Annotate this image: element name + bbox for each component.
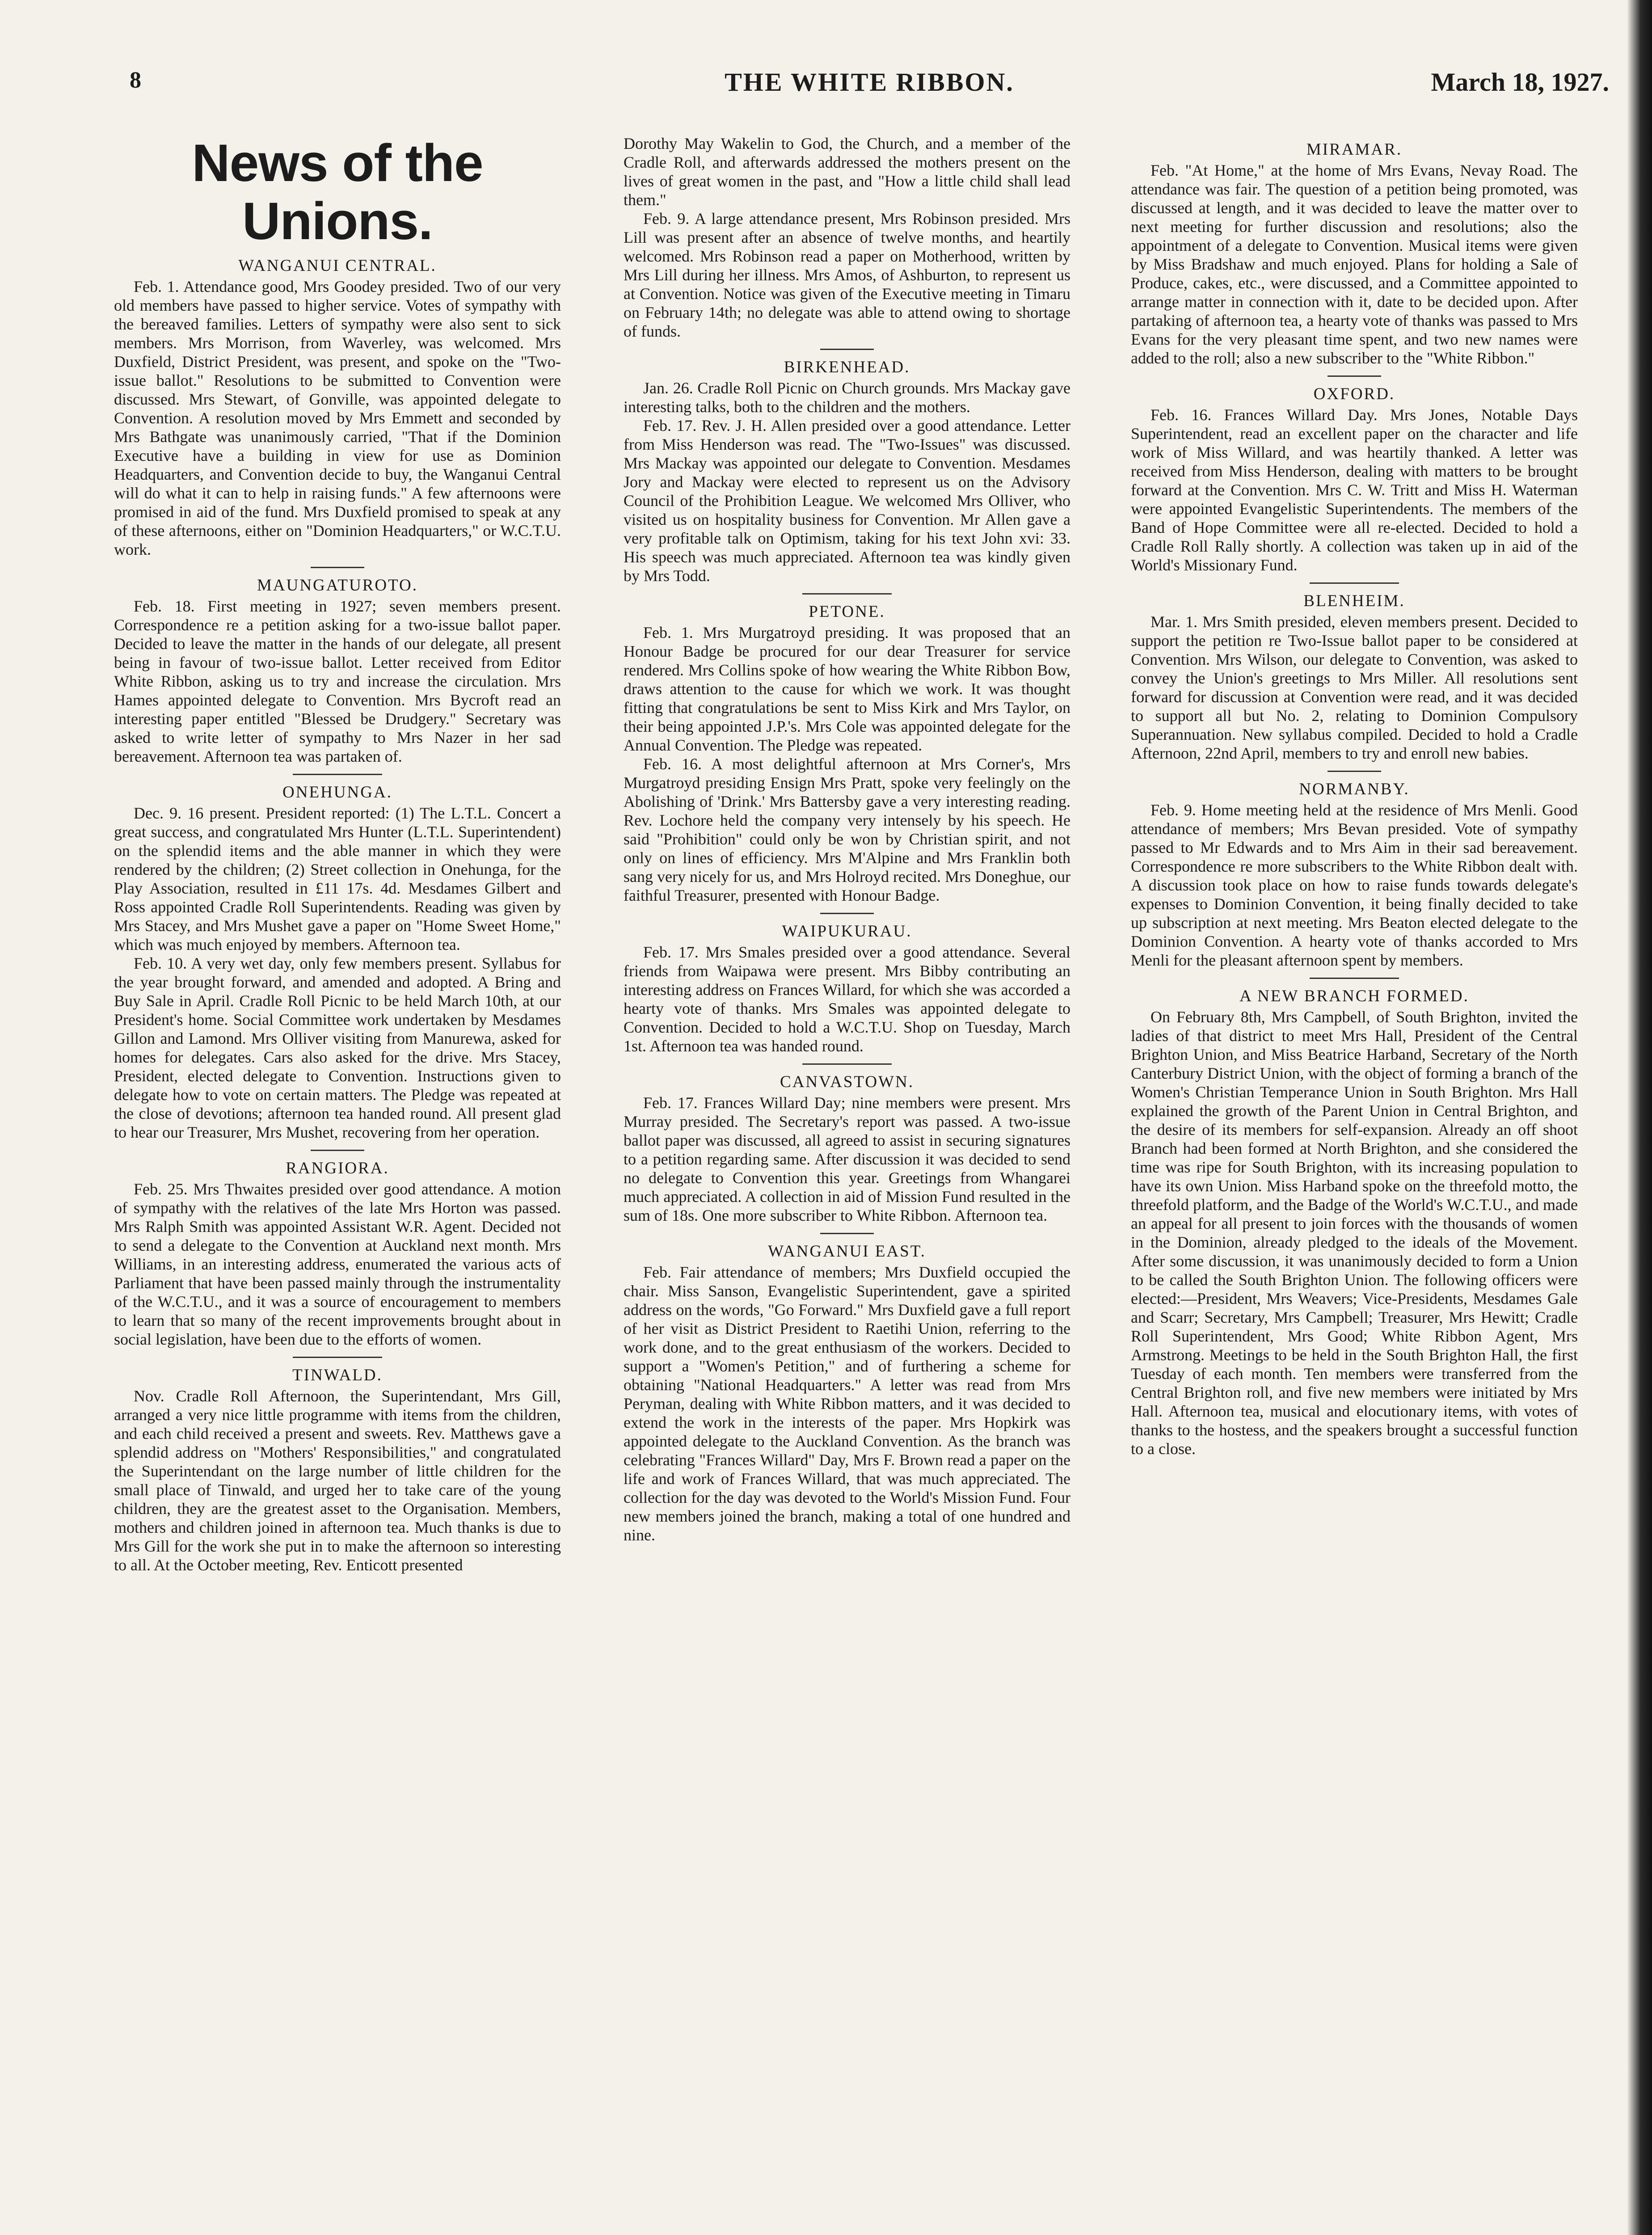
column-3 xyxy=(1131,134,1578,1458)
union-heading: OXFORD. xyxy=(1313,385,1395,403)
report-paragraph: Feb. Fair attendance of members; Mrs Duxfield occupied the chair. Miss Sanson, Evangelistic Superintendent, gave a spirited address on the words, "Go Forward." Mrs Duxfield gave a full report of her visit as District President to Raetihi Union, referring to the work done, and to the great enthusiasm of the workers. Decided to support a "Women's Petition," and of furthering a scheme for obtaining "National Headquarters." A letter was read from Mrs Peryman, dealing with White Ribbon matters, and it was decided to extend the work in the interests of the paper. Mrs Hopkirk was appointed delegate to the Auckland Convention. As the branch was celebrating "Frances Willard" Day, Mrs F. Brown read a paper on the life and work of Frances Willard, that was much appreciated. The collection for the day was devoted to the World's Mission Fund. Four new members joined the branch, making a total of one hundred and nine. xyxy=(624,1263,1070,1544)
report-paragraph: Feb. 17. Rev. J. H. Allen presided over a good attendance. Letter from Miss Henderson was read. The "Two-Issues" was discussed. Mrs Mackay was appointed our delegate to Convention. Mesdames Jory and Mackay were elected to represent us on the Advisory Council of the Prohibition League. We welcomed Mrs Olliver, who visited us on hospitality business for Convention. Mr Allen gave a very profitable talk on Optimism, taking for his text John xvi: 33. His speech was much appreciated. Afternoon tea was kindly given by Mrs Todd. xyxy=(624,417,1070,585)
report-paragraph: Feb. 1. Mrs Murgatroyd presiding. It was proposed that an Honour Badge be procured for our dear Treasurer for service rendered. Mrs Collins spoke of how wearing the White Ribbon Bow, draws attention to the cause for which we work. It was thought fitting that congratulations be sent to Miss Kirk and Mrs Taylor, on their being appointed J.P.'s. Mrs Cole was appointed delegate for the Annual Convention. The Pledge was repeated. xyxy=(624,624,1070,754)
union-heading: WAIPUKURAU. xyxy=(782,922,912,940)
union-report xyxy=(114,1150,561,1349)
union-report xyxy=(114,774,561,1142)
report-paragraph: Feb. 17. Frances Willard Day; nine members were present. Mrs Murray presided. The Secretary's report was passed. A two-issue ballot paper was discussed, all agreed to assist in securing signatures to a petition regarding same. After discussion it was decided to send no delegate to Convention this year. Greetings from Whangarei much appreciated. A collection in aid of Mission Fund resulted in the sum of 18s. One more subscriber to White Ribbon. Afternoon tea. xyxy=(624,1094,1070,1224)
report-paragraph: Dorothy May Wakelin to God, the Church, and a member of the Cradle Roll, and afterwards addressed the mothers present on the lives of great women in the past, and "How a little child shall lead them." xyxy=(624,135,1070,209)
union-report xyxy=(1131,140,1578,367)
union-heading: WANGANUI EAST. xyxy=(768,1242,926,1261)
union-report xyxy=(624,913,1070,1055)
report-paragraph: Feb. 18. First meeting in 1927; seven members present. Correspondence re a petition asking for a two-issue ballot paper. Decided to leave the matter in the hands of our delegate, all present being in favour of two-issue ballot. Letter received from Editor White Ribbon, asking us to try and increase the circulation. Mrs Hames appointed delegate to Convention. Mrs Bycroft read an interesting paper entitled "Blessed be Drudgery." Secretary was asked to write letter of sympathy to Mrs Nazer in her sad bereavement. Afternoon tea was partaken of. xyxy=(114,597,561,765)
report-paragraph: Feb. 9. A large attendance present, Mrs Robinson presided. Mrs Lill was present after an absence of twelve months, and heartily welcomed. Mrs Robinson read a paper on Motherhood, written by Mrs Lill during her illness. Mrs Amos, of Ashburton, to represent us at Convention. Notice was given of the Executive meeting in Timaru on February 14th; no delegate was able to attend owing to shortage of funds. xyxy=(624,210,1070,340)
union-report xyxy=(624,593,1070,905)
union-heading: BLENHEIM. xyxy=(1303,592,1405,610)
report-paragraph: Dec. 9. 16 present. President reported: (1) The L.T.L. Concert a great success, and congratulated Mrs Hunter (L.T.L. Superintendent) on the splendid items and the able manner in which they were rendered by the children; (2) Street collection in Onehunga, for the Play Association, resulted in £11 17s. 4d. Mesdames Gilbert and Ross appointed Cradle Roll Superintendents. Reading was given by Mrs Stacey, and Mrs Mushet gave a paper on "Home Sweet Home," which was much enjoyed by members. Afternoon tea. xyxy=(114,804,561,953)
union-report xyxy=(624,134,1070,341)
newspaper-title: THE WHITE RIBBON. xyxy=(725,67,1014,97)
union-report xyxy=(624,349,1070,585)
report-paragraph: Feb. 25. Mrs Thwaites presided over good attendance. A motion of sympathy with the relatives of the late Mrs Horton was passed. Mrs Ralph Smith was appointed Assistant W.R. Agent. Decided not to send a delegate to the Convention at Auckland next month. Mrs Williams, in an interesting address, enumerated the various acts of Parliament that have been passed mainly through the instrumentality of the W.C.T.U., and it was a source of encouragement to members to learn that so many of the recent improvements brought about in social legislation, have been due to the efforts of women. xyxy=(114,1180,561,1348)
report-paragraph: Feb. 9. Home meeting held at the residence of Mrs Menli. Good attendance of members; Mrs Bevan presided. Vote of sympathy passed to Mr Edwards and to Mrs Aim in their sad bereavement. Correspondence re more subscribers to the White Ribbon dealt with. A discussion took place on how to raise funds towards delegate's expenses to Dominion Convention, it being finally decided to take up subscription at next meeting. Mrs Beaton elected delegate to the Dominion Convention. A hearty vote of thanks accorded to Mrs Menli for the pleasant afternoon spent by members. xyxy=(1131,801,1578,969)
union-heading: RANGIORA. xyxy=(286,1159,389,1177)
report-paragraph: Feb. 16. Frances Willard Day. Mrs Jones, Notable Days Superintendent, read an excellent paper on the character and life work of Miss Willard, and was heartily thanked. A letter was received from Miss Henderson, dealing with matters to be brought forward at the Convention. Mrs C. W. Tritt and Miss H. Waterman were appointed Evangelistic Superintendents. The members of the Band of Hope Committee were all re-elected. Decided to hold a Cradle Roll Rally shortly. A collection was taken up in aid of the World's Missionary Fund. xyxy=(1131,406,1578,574)
report-paragraph: Feb. "At Home," at the home of Mrs Evans, Nevay Road. The attendance was fair. The question of a petition being promoted, was discussed at length, and it was decided to leave the matter over to next meeting for further discussion and resolutions; also the appointment of a delegate to Convention. Musical items were given by Miss Bradshaw and much enjoyed. Plans for holding a Sale of Produce, cakes, etc., were discussed, and a Committee appointed to arrange matter in connection with it, date to be decided upon. After partaking of afternoon tea, a hearty vote of thanks was passed to Mrs Evans for the very pleasant time spent, and two new names were added to the roll; also a new subscriber to the "White Ribbon." xyxy=(1131,161,1578,367)
union-report xyxy=(1131,582,1578,763)
union-report xyxy=(1131,771,1578,970)
section-divider xyxy=(820,349,874,350)
section-divider xyxy=(293,774,382,775)
report-paragraph: Feb. 10. A very wet day, only few members present. Syllabus for the year brought forward, and amended and adopted. A Bring and Buy Sale in April. Cradle Roll Picnic to be held March 10th, at our President's home. Social Committee work undertaken by Mesdames Gillon and Lamond. Mrs Olliver visiting from Manurewa, asked for homes for delegates. Cars also asked for the drive. Mrs Stacey, President, elected delegate to Convention. Instructions given to delegate how to vote on certain matters. The Pledge was repeated at the close of devotions; afternoon tea handed round. All present glad to hear our Treasurer, Mrs Mushet, recovering from her operation. xyxy=(114,954,561,1141)
report-paragraph: Mar. 1. Mrs Smith presided, eleven members present. Decided to support the petition re Two-Issue ballot paper to be considered at Convention. Mrs Wilson, our delegate to Convention, was asked to convey the Union's greetings to Mrs Miller. All resolutions sent forward for discussion at Convention were read, and it was decided to support all but No. 2, relating to Dominion Compulsory Superannuation. New syllabus compiled. Decided to hold a Cradle Afternoon, 22nd April, members to try and enroll new babies. xyxy=(1131,613,1578,762)
column-2 xyxy=(624,134,1070,1544)
union-report xyxy=(1131,978,1578,1458)
union-report xyxy=(114,567,561,766)
section-divider xyxy=(293,1357,382,1358)
union-heading: PETONE. xyxy=(809,603,885,621)
section-divider xyxy=(311,1150,364,1151)
report-paragraph: Feb. 1. Attendance good, Mrs Goodey presided. Two of our very old members have passed to higher service. Votes of sympathy with the bereaved families. Letters of sympathy were also sent to sick members. Mrs Morrison, from Waverley, was welcomed. Mrs Duxfield, District President, was present, and spoke on the "Two-issue ballot." Resolutions to be submitted to Convention were discussed. Mrs Stewart, of Gonville, was appointed delegate to Convention. A resolution moved by Mrs Emmett and seconded by Mrs Bathgate was unanimously carried, "That if the Dominion Executive have a building in view for use as Dominion Headquarters, and Convention decide to buy, the Wanganui Central will do what it can to help in raising funds." A few afternoons were promised in aid of the fund. Mrs Duxfield promised to speak at any of these afternoons, either on "Dominion Headquarters," or W.C.T.U. work. xyxy=(114,278,561,558)
union-heading: NORMANBY. xyxy=(1299,780,1410,798)
section-divider xyxy=(1328,771,1381,772)
union-heading: MAUNGATUROTO. xyxy=(257,576,418,595)
report-paragraph: Jan. 26. Cradle Roll Picnic on Church grounds. Mrs Mackay gave interesting talks, both to the children and the mothers. xyxy=(624,379,1070,416)
section-divider xyxy=(802,1063,892,1065)
union-heading: BIRKENHEAD. xyxy=(784,358,910,376)
section-divider xyxy=(1310,582,1399,584)
union-report xyxy=(624,1063,1070,1225)
report-paragraph: On February 8th, Mrs Campbell, of South Brighton, invited the ladies of that district to meet Mrs Hall, President of the Central Brighton Union, and Miss Beatrice Harband, Secretary of the North Canterbury District Union, with the object of forming a branch of the Women's Christian Temperance Union in South Brighton. Mrs Hall explained the growth of the Parent Union in Central Brighton, and the desire of its members for self-expansion. Already an off shoot Branch had been formed at North Brighton, and she considered the time was ripe for South Brighton, with its increasing population to have its own Union. Miss Harband spoke on the threefold motto, the threefold platform, and the Badge of the World's W.C.T.U., and made an appeal for all present to join forces with the thousands of women in the Dominion, already pledged to the ideals of the Movement. After some discussion, it was unanimously decided to form a Union to be called the South Brighton Union. The following officers were elected:—President, Mrs Weavers; Vice-Presidents, Mesdames Gale and Scarr; Secretary, Mrs Campbell; Treasurer, Mrs Hewitt; Cradle Roll Superintendent, Mrs Good; White Ribbon Agent, Mrs Armstrong. Meetings to be held in the South Brighton Hall, the first Tuesday of each month. Ten members were transferred from the Central Brighton roll, and five new members were initiated by Mrs Hall. Afternoon tea, musical and elocutionary items, with votes of thanks to the hostess, and the speakers brought a successful function to a close. xyxy=(1131,1008,1578,1458)
union-report xyxy=(624,1233,1070,1544)
section-divider xyxy=(1328,375,1381,377)
union-heading: ONEHUNGA. xyxy=(282,783,392,801)
union-report xyxy=(114,257,561,559)
section-divider xyxy=(820,913,874,914)
union-report xyxy=(114,1357,561,1574)
section-divider xyxy=(820,1233,874,1234)
issue-date: March 18, 1927. xyxy=(1431,67,1609,97)
section-divider xyxy=(311,567,364,568)
report-paragraph: Feb. 17. Mrs Smales presided over a good attendance. Several friends from Waipawa were present. Mrs Bibby contributing an interesting address on Frances Willard, for which she was accorded a hearty vote of thanks. Mrs Smales was appointed delegate to Convention. Decided to hold a W.C.T.U. Shop on Tuesday, March 1st. Afternoon tea was handed round. xyxy=(624,943,1070,1055)
section-divider xyxy=(1310,978,1399,979)
page-number: 8 xyxy=(130,67,141,93)
union-heading: MIRAMAR. xyxy=(1306,140,1403,159)
column-1 xyxy=(114,134,561,1574)
union-heading: TINWALD. xyxy=(292,1366,383,1384)
page-edge-shadow xyxy=(1627,0,1652,2235)
union-heading: WANGANUI CENTRAL. xyxy=(238,257,437,275)
section-divider xyxy=(802,593,892,595)
union-heading: A NEW BRANCH FORMED. xyxy=(1239,987,1469,1005)
page-header xyxy=(130,67,1609,103)
report-paragraph: Feb. 16. A most delightful afternoon at Mrs Corner's, Mrs Murgatroyd presiding Ensign Mrs Pratt, spoke very feelingly on the Abolishing of 'Drink.' Mrs Battersby gave a very interesting reading. Rev. Lochore held the company very intensely by his speech. He said "Prohibition" could only be won by Christian spirit, and not only on lines of efficiency. Mrs M'Alpine and Mrs Franklin both sang very nicely for us, and Mrs Holroyd recited. Mrs Doneghue, our faithful Treasurer, presented with Honour Badge. xyxy=(624,755,1070,904)
union-heading: CANVASTOWN. xyxy=(780,1073,914,1091)
report-paragraph: Nov. Cradle Roll Afternoon, the Superintendant, Mrs Gill, arranged a very nice little programme with items from the children, and each child received a present and sweets. Rev. Matthews gave a splendid address on "Mothers' Responsibilities," and congratulated the Superintendant on the large number of little children for the small place of Tinwald, and urged her to take care of the young children, they are the greatest asset to the Organisation. Members, mothers and children joined in afternoon tea. Much thanks is due to Mrs Gill for the work she put in to make the afternoon so interesting to all. At the October meeting, Rev. Enticott presented xyxy=(114,1387,561,1574)
union-report xyxy=(1131,375,1578,574)
headline: News of the Unions. xyxy=(192,134,483,251)
